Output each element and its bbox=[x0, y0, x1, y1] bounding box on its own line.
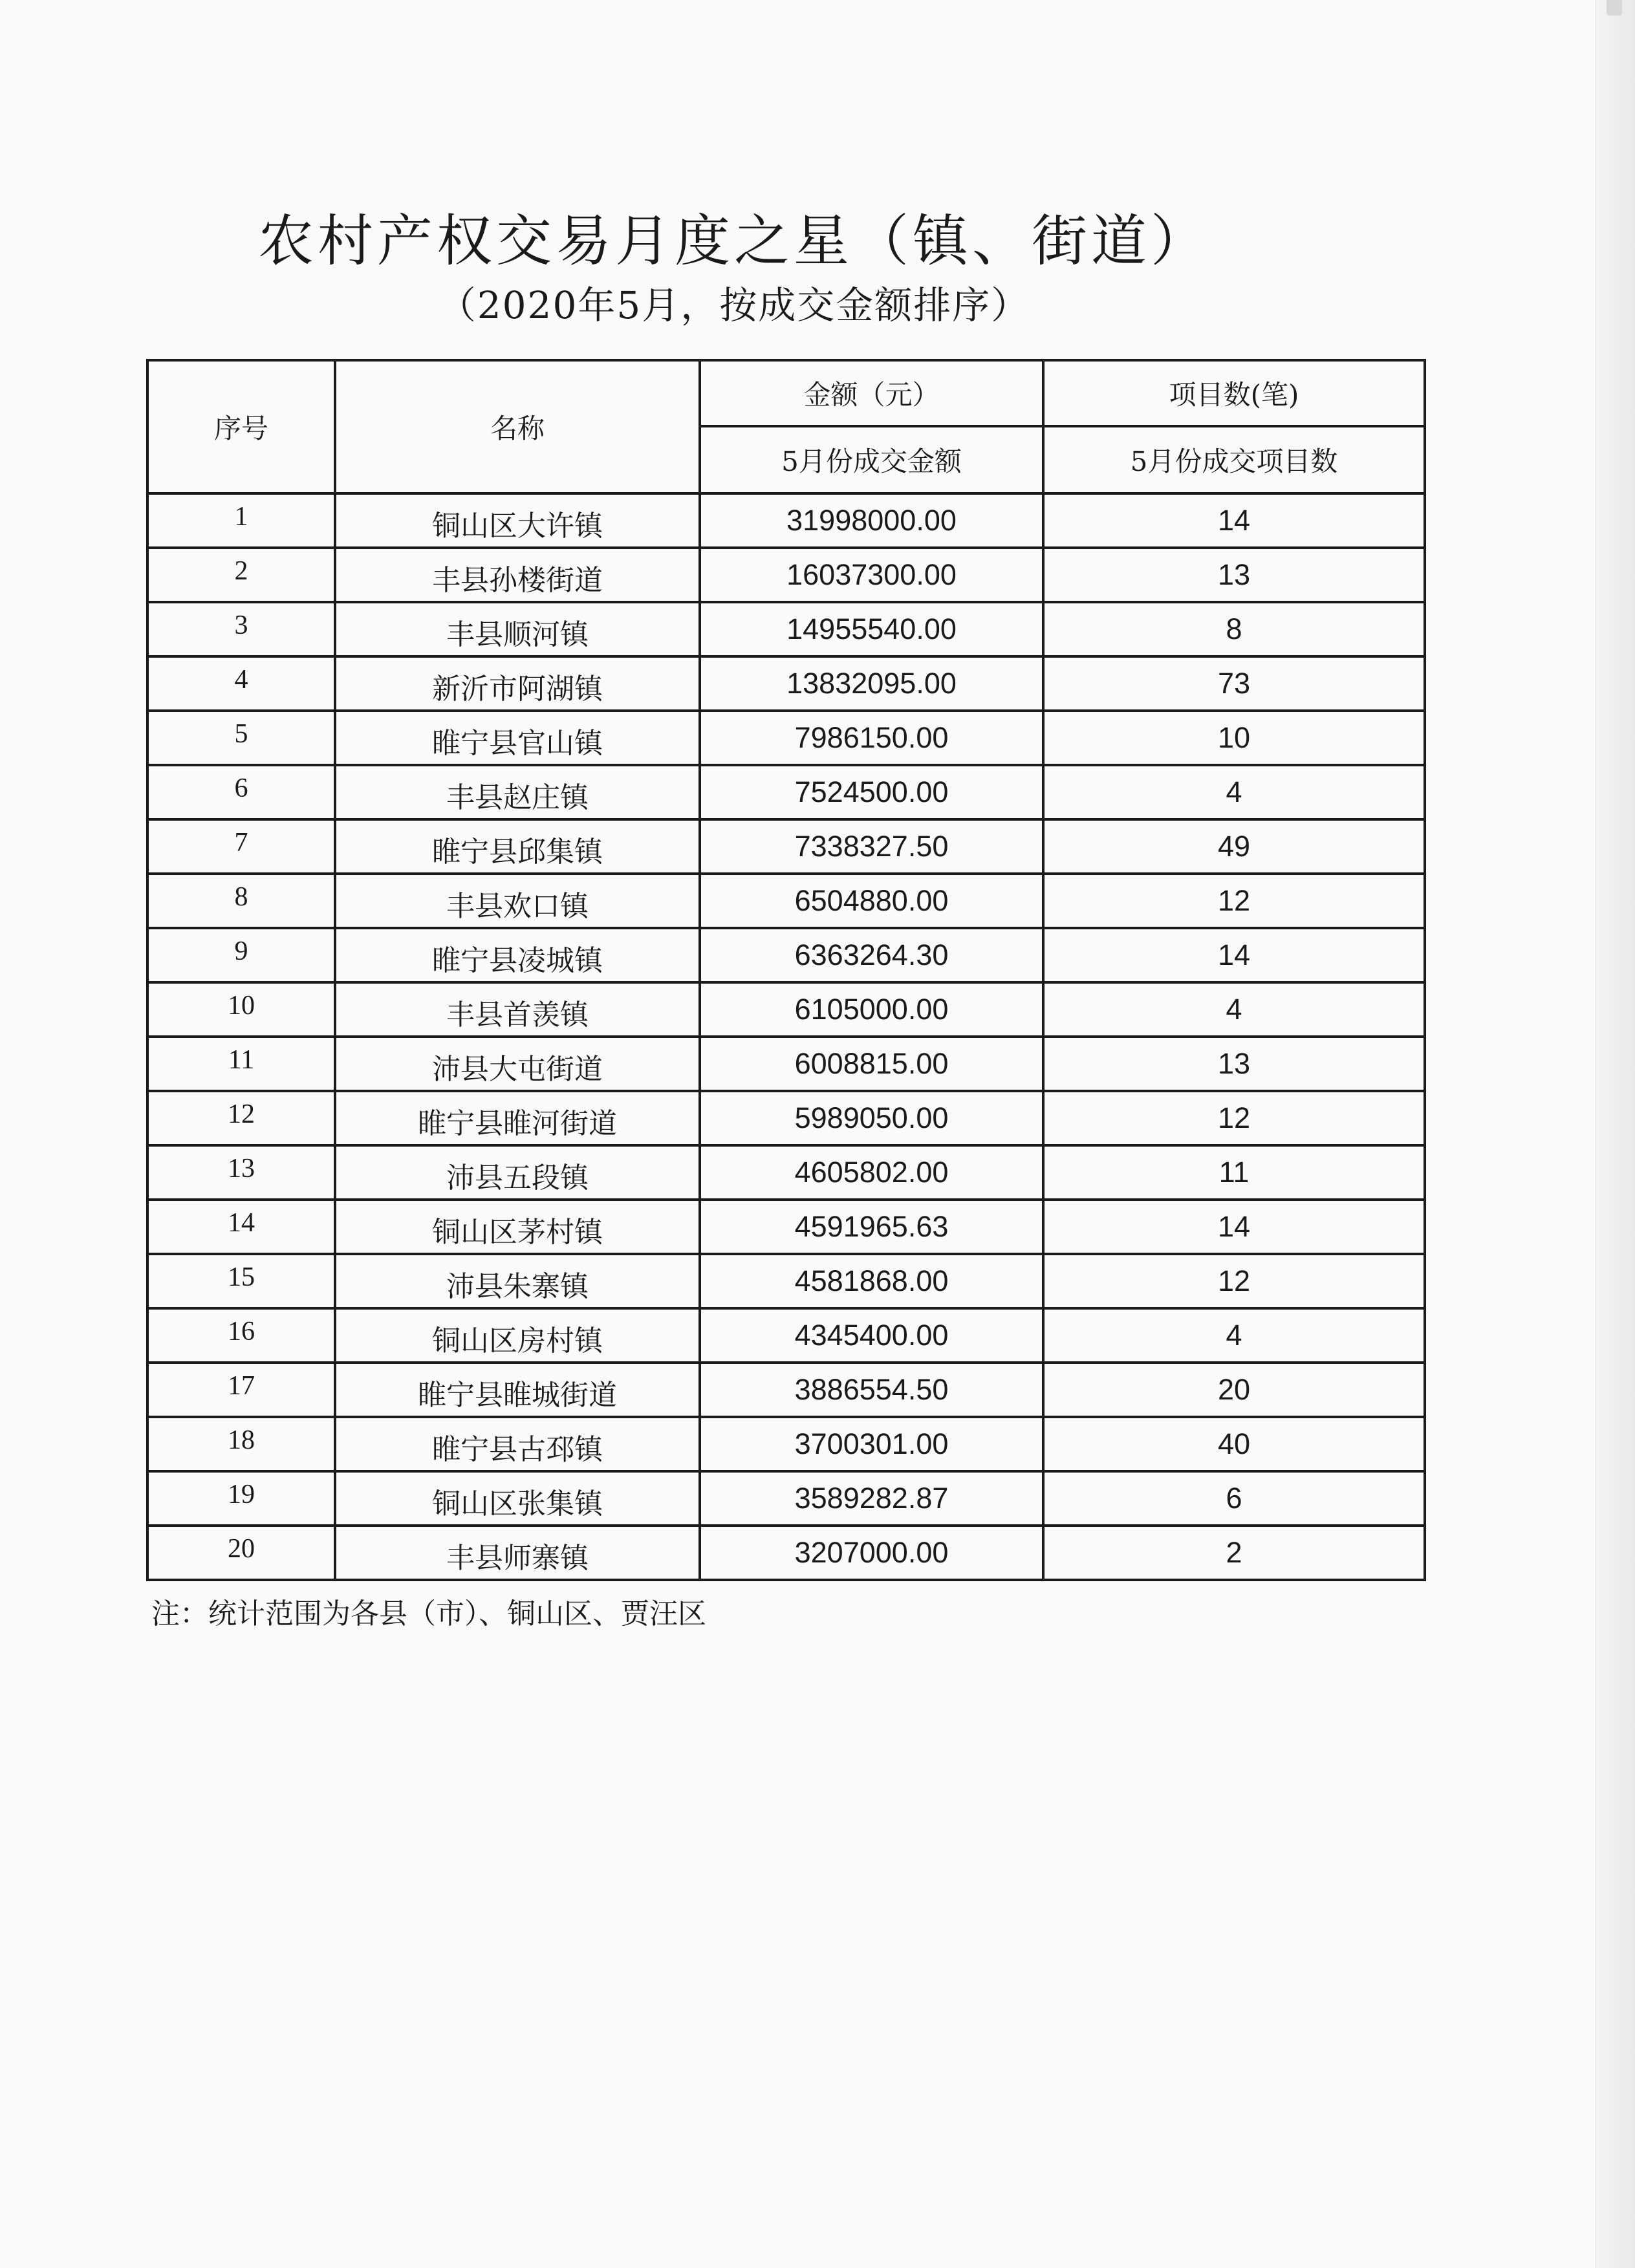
footnote: 注：统计范围为各县（市）、铜山区、贾汪区 bbox=[151, 1597, 706, 1630]
table-row bbox=[147, 711, 1425, 765]
header-name: 名称 bbox=[335, 360, 700, 493]
cell-count: 20 bbox=[1043, 1363, 1425, 1417]
cell-name: 沛县五段镇 bbox=[335, 1145, 700, 1200]
cell-index: 4 bbox=[147, 656, 335, 711]
cell-index: 10 bbox=[147, 982, 335, 1037]
cell-index: 7 bbox=[147, 819, 335, 874]
cell-name: 睢宁县凌城镇 bbox=[335, 928, 700, 982]
cell-amount: 7338327.50 bbox=[700, 819, 1043, 874]
cell-amount: 3589282.87 bbox=[700, 1471, 1043, 1526]
cell-index: 2 bbox=[147, 548, 335, 602]
cell-count: 49 bbox=[1043, 819, 1425, 874]
cell-amount: 6363264.30 bbox=[700, 928, 1043, 982]
cell-index: 1 bbox=[147, 493, 335, 548]
cell-index: 3 bbox=[147, 602, 335, 656]
cell-index: 18 bbox=[147, 1417, 335, 1471]
cell-count: 12 bbox=[1043, 1254, 1425, 1308]
document-title: 农村产权交易月度之星（镇、街道） bbox=[258, 209, 1210, 274]
cell-amount: 14955540.00 bbox=[700, 602, 1043, 656]
table-row bbox=[147, 819, 1425, 874]
cell-count: 13 bbox=[1043, 1037, 1425, 1091]
cell-name: 睢宁县古邳镇 bbox=[335, 1417, 700, 1471]
cell-count: 13 bbox=[1043, 548, 1425, 602]
table-row bbox=[147, 928, 1425, 982]
table-row bbox=[147, 602, 1425, 656]
table-row bbox=[147, 548, 1425, 602]
cell-name: 睢宁县邱集镇 bbox=[335, 819, 700, 874]
header-amount-sub: 5月份成交金额 bbox=[700, 426, 1043, 493]
cell-count: 40 bbox=[1043, 1417, 1425, 1471]
header-count-sub: 5月份成交项目数 bbox=[1043, 426, 1425, 493]
table-row bbox=[147, 1471, 1425, 1526]
cell-count: 4 bbox=[1043, 982, 1425, 1037]
cell-name: 丰县首羡镇 bbox=[335, 982, 700, 1037]
cell-count: 4 bbox=[1043, 1308, 1425, 1363]
table-body bbox=[147, 493, 1425, 1580]
cell-index: 19 bbox=[147, 1471, 335, 1526]
cell-count: 14 bbox=[1043, 928, 1425, 982]
document-subtitle: （2020年5月，按成交金额排序） bbox=[438, 283, 1030, 327]
cell-index: 12 bbox=[147, 1091, 335, 1145]
header-amount-group: 金额（元） bbox=[700, 360, 1043, 426]
cell-name: 沛县大屯街道 bbox=[335, 1037, 700, 1091]
cell-amount: 3207000.00 bbox=[700, 1526, 1043, 1580]
table-row bbox=[147, 1037, 1425, 1091]
cell-count: 4 bbox=[1043, 765, 1425, 819]
cell-amount: 3700301.00 bbox=[700, 1417, 1043, 1471]
cell-count: 2 bbox=[1043, 1526, 1425, 1580]
cell-count: 14 bbox=[1043, 493, 1425, 548]
table-row bbox=[147, 874, 1425, 928]
page-edge-shadow bbox=[1596, 0, 1635, 2268]
table-row bbox=[147, 1526, 1425, 1580]
cell-name: 丰县赵庄镇 bbox=[335, 765, 700, 819]
table-row bbox=[147, 656, 1425, 711]
cell-count: 12 bbox=[1043, 1091, 1425, 1145]
table-row bbox=[147, 1145, 1425, 1200]
cell-index: 15 bbox=[147, 1254, 335, 1308]
cell-index: 11 bbox=[147, 1037, 335, 1091]
cell-amount: 4605802.00 bbox=[700, 1145, 1043, 1200]
cell-amount: 4581868.00 bbox=[700, 1254, 1043, 1308]
cell-name: 丰县顺河镇 bbox=[335, 602, 700, 656]
cell-name: 铜山区茅村镇 bbox=[335, 1200, 700, 1254]
cell-name: 新沂市阿湖镇 bbox=[335, 656, 700, 711]
table-row bbox=[147, 765, 1425, 819]
cell-amount: 5989050.00 bbox=[700, 1091, 1043, 1145]
cell-name: 沛县朱寨镇 bbox=[335, 1254, 700, 1308]
cell-name: 丰县师寨镇 bbox=[335, 1526, 700, 1580]
cell-amount: 3886554.50 bbox=[700, 1363, 1043, 1417]
cell-count: 14 bbox=[1043, 1200, 1425, 1254]
cell-name: 睢宁县官山镇 bbox=[335, 711, 700, 765]
cell-amount: 4345400.00 bbox=[700, 1308, 1043, 1363]
table-row bbox=[147, 982, 1425, 1037]
cell-amount: 6105000.00 bbox=[700, 982, 1043, 1037]
cell-name: 丰县孙楼街道 bbox=[335, 548, 700, 602]
ranking-table bbox=[146, 359, 1426, 1581]
cell-index: 20 bbox=[147, 1526, 335, 1580]
cell-count: 10 bbox=[1043, 711, 1425, 765]
cell-amount: 6008815.00 bbox=[700, 1037, 1043, 1091]
cell-amount: 4591965.63 bbox=[700, 1200, 1043, 1254]
table-row bbox=[147, 493, 1425, 548]
header-count-group: 项目数(笔) bbox=[1043, 360, 1425, 426]
cell-count: 11 bbox=[1043, 1145, 1425, 1200]
cell-count: 6 bbox=[1043, 1471, 1425, 1526]
cell-index: 5 bbox=[147, 711, 335, 765]
cell-name: 铜山区房村镇 bbox=[335, 1308, 700, 1363]
cell-count: 12 bbox=[1043, 874, 1425, 928]
table-row bbox=[147, 1200, 1425, 1254]
cell-index: 13 bbox=[147, 1145, 335, 1200]
cell-amount: 31998000.00 bbox=[700, 493, 1043, 548]
table-row bbox=[147, 1308, 1425, 1363]
cell-count: 73 bbox=[1043, 656, 1425, 711]
table-row bbox=[147, 1254, 1425, 1308]
table-row bbox=[147, 1363, 1425, 1417]
cell-name: 睢宁县睢城街道 bbox=[335, 1363, 700, 1417]
cell-index: 9 bbox=[147, 928, 335, 982]
cell-name: 丰县欢口镇 bbox=[335, 874, 700, 928]
cell-index: 14 bbox=[147, 1200, 335, 1254]
cell-amount: 7986150.00 bbox=[700, 711, 1043, 765]
cell-amount: 7524500.00 bbox=[700, 765, 1043, 819]
table-row bbox=[147, 1417, 1425, 1471]
cell-name: 睢宁县睢河街道 bbox=[335, 1091, 700, 1145]
cell-index: 6 bbox=[147, 765, 335, 819]
cell-amount: 16037300.00 bbox=[700, 548, 1043, 602]
cell-count: 8 bbox=[1043, 602, 1425, 656]
header-index: 序号 bbox=[147, 360, 335, 493]
cell-name: 铜山区张集镇 bbox=[335, 1471, 700, 1526]
cell-amount: 6504880.00 bbox=[700, 874, 1043, 928]
cell-name: 铜山区大许镇 bbox=[335, 493, 700, 548]
table-row bbox=[147, 1091, 1425, 1145]
table-header-row bbox=[147, 360, 1425, 426]
cell-index: 8 bbox=[147, 874, 335, 928]
cell-index: 17 bbox=[147, 1363, 335, 1417]
cell-index: 16 bbox=[147, 1308, 335, 1363]
scan-corner-mark bbox=[1607, 0, 1622, 16]
cell-amount: 13832095.00 bbox=[700, 656, 1043, 711]
